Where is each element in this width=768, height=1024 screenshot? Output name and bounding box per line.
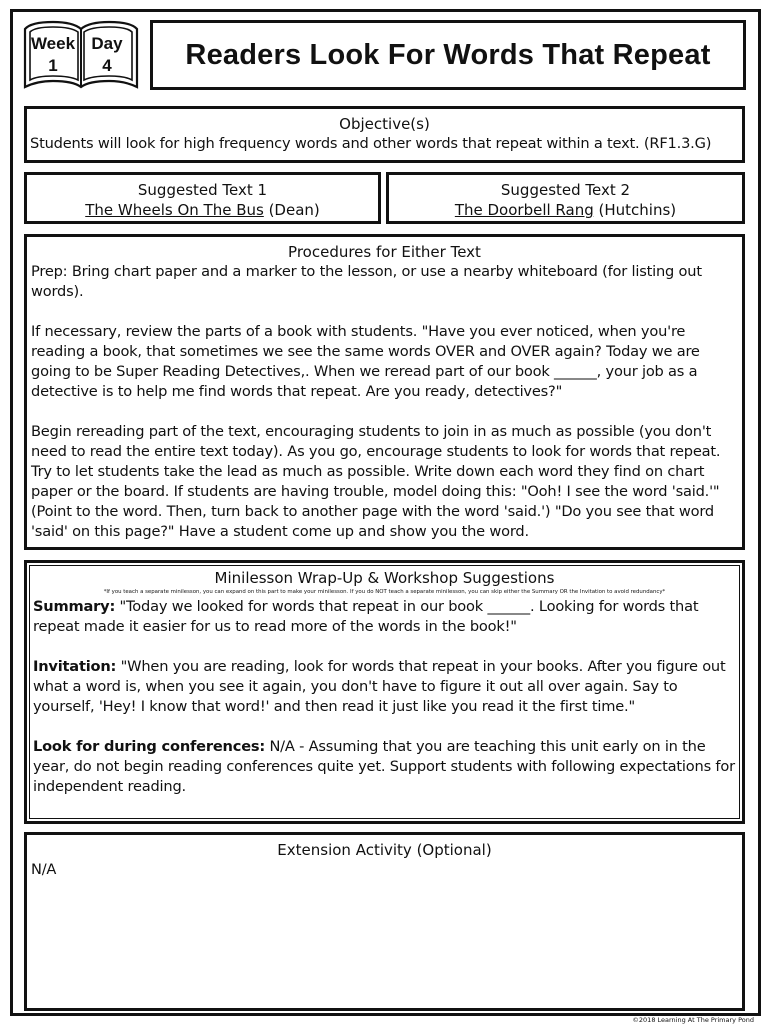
suggested-text-1-author: (Dean) <box>263 201 320 219</box>
title-box <box>150 20 746 90</box>
week-number: 1 <box>48 56 58 75</box>
extension-text: N/A <box>31 861 57 878</box>
wrapup-note: *If you teach a separate minilesson, you can expand on this part to make your minilesson. If you do NOT teach a separate minilesson, you can skip either the Summary OR the Invitation to avoid redundancy* <box>103 589 666 595</box>
suggested-text-1-heading: Suggested Text 1 <box>137 181 268 199</box>
suggested-text-2 <box>386 172 745 224</box>
procedures-paragraph: Prep: Bring chart paper and a marker to the lesson, or use a nearby whiteboard (for listing out words). <box>31 263 702 300</box>
wrapup-body <box>31 597 738 797</box>
objective-section <box>24 106 745 163</box>
summary-text: "Today we looked for words that repeat in our book ______. Looking for words that repeat made it easier for us to read more of the words in the book!" <box>33 598 699 635</box>
invitation-paragraph <box>33 657 738 717</box>
copyright-footer: ©2018 Learning At The Primary Pond <box>632 1016 754 1024</box>
invitation-text: "When you are reading, look for words that repeat in your books. After you figure out what a word is, when you see it again, you don't have to figure it out all over again. Say to yourself, 'Hey! I know that word!' and then read it just like you read it the first time." <box>33 658 726 715</box>
suggested-text-2-author: (Hutchins) <box>593 201 677 219</box>
procedures-paragraph: Begin rereading part of the text, encouraging students to join in as much as possible (you don't need to read the entire text today). As you go, encourage students to look for words that repeat. Try to let students take the lead as much as possible. Write down each word they find on chart paper or the board. If students are having trouble, model doing this: "Ooh! I see the word 'said.'" (Point to the word. Then, turn back to another page with the word 'said.') "Do you see that word 'said' on this page?" Have a student come up and show you the word. <box>31 423 721 540</box>
procedures-body <box>27 262 742 542</box>
week-indicator <box>28 33 78 77</box>
wrapup-heading: Minilesson Wrap-Up & Workshop Suggestions <box>214 569 555 587</box>
page-title: Readers Look For Words That Repeat <box>185 39 711 71</box>
extension-section <box>24 832 745 1011</box>
week-label: Week <box>30 34 76 53</box>
suggested-text-1-book <box>27 200 378 220</box>
summary-paragraph <box>33 597 738 637</box>
procedures-heading: Procedures for Either Text <box>288 243 481 261</box>
conferences-text: N/A - Assuming that you are teaching this unit early on in the year, do not begin reading conferences quite yet. Support students with following expectations for independent reading. <box>33 738 735 795</box>
suggested-text-2-book <box>389 200 742 220</box>
day-indicator <box>82 33 132 77</box>
suggested-text-1 <box>24 172 381 224</box>
procedures-paragraph: If necessary, review the parts of a book with students. "Have you ever noticed, when you're reading a book, that sometimes we see the same words OVER and OVER again? Today we are going to be Super Reading Detectives,. When we reread part of our book ______, your job as a detective is to help me find words that repeat. Are you ready, detectives?" <box>31 323 700 400</box>
invitation-label: Invitation: <box>33 658 117 675</box>
suggested-text-2-title: The Doorbell Rang <box>454 201 594 219</box>
extension-heading: Extension Activity (Optional) <box>277 841 492 859</box>
procedures-section <box>24 234 745 550</box>
objective-text: Students will look for high frequency words and other words that repeat within a text. (RF1.3.G) <box>30 135 712 152</box>
day-label: Day <box>91 34 123 53</box>
suggested-text-1-title: The Wheels On The Bus <box>85 201 264 219</box>
conferences-label: Look for during conferences: <box>33 738 266 755</box>
conferences-paragraph <box>33 737 738 797</box>
summary-label: Summary: <box>33 598 116 615</box>
suggested-text-2-heading: Suggested Text 2 <box>500 181 631 199</box>
day-number: 4 <box>102 56 112 75</box>
objective-heading: Objective(s) <box>339 115 430 133</box>
wrapup-section <box>24 560 745 824</box>
